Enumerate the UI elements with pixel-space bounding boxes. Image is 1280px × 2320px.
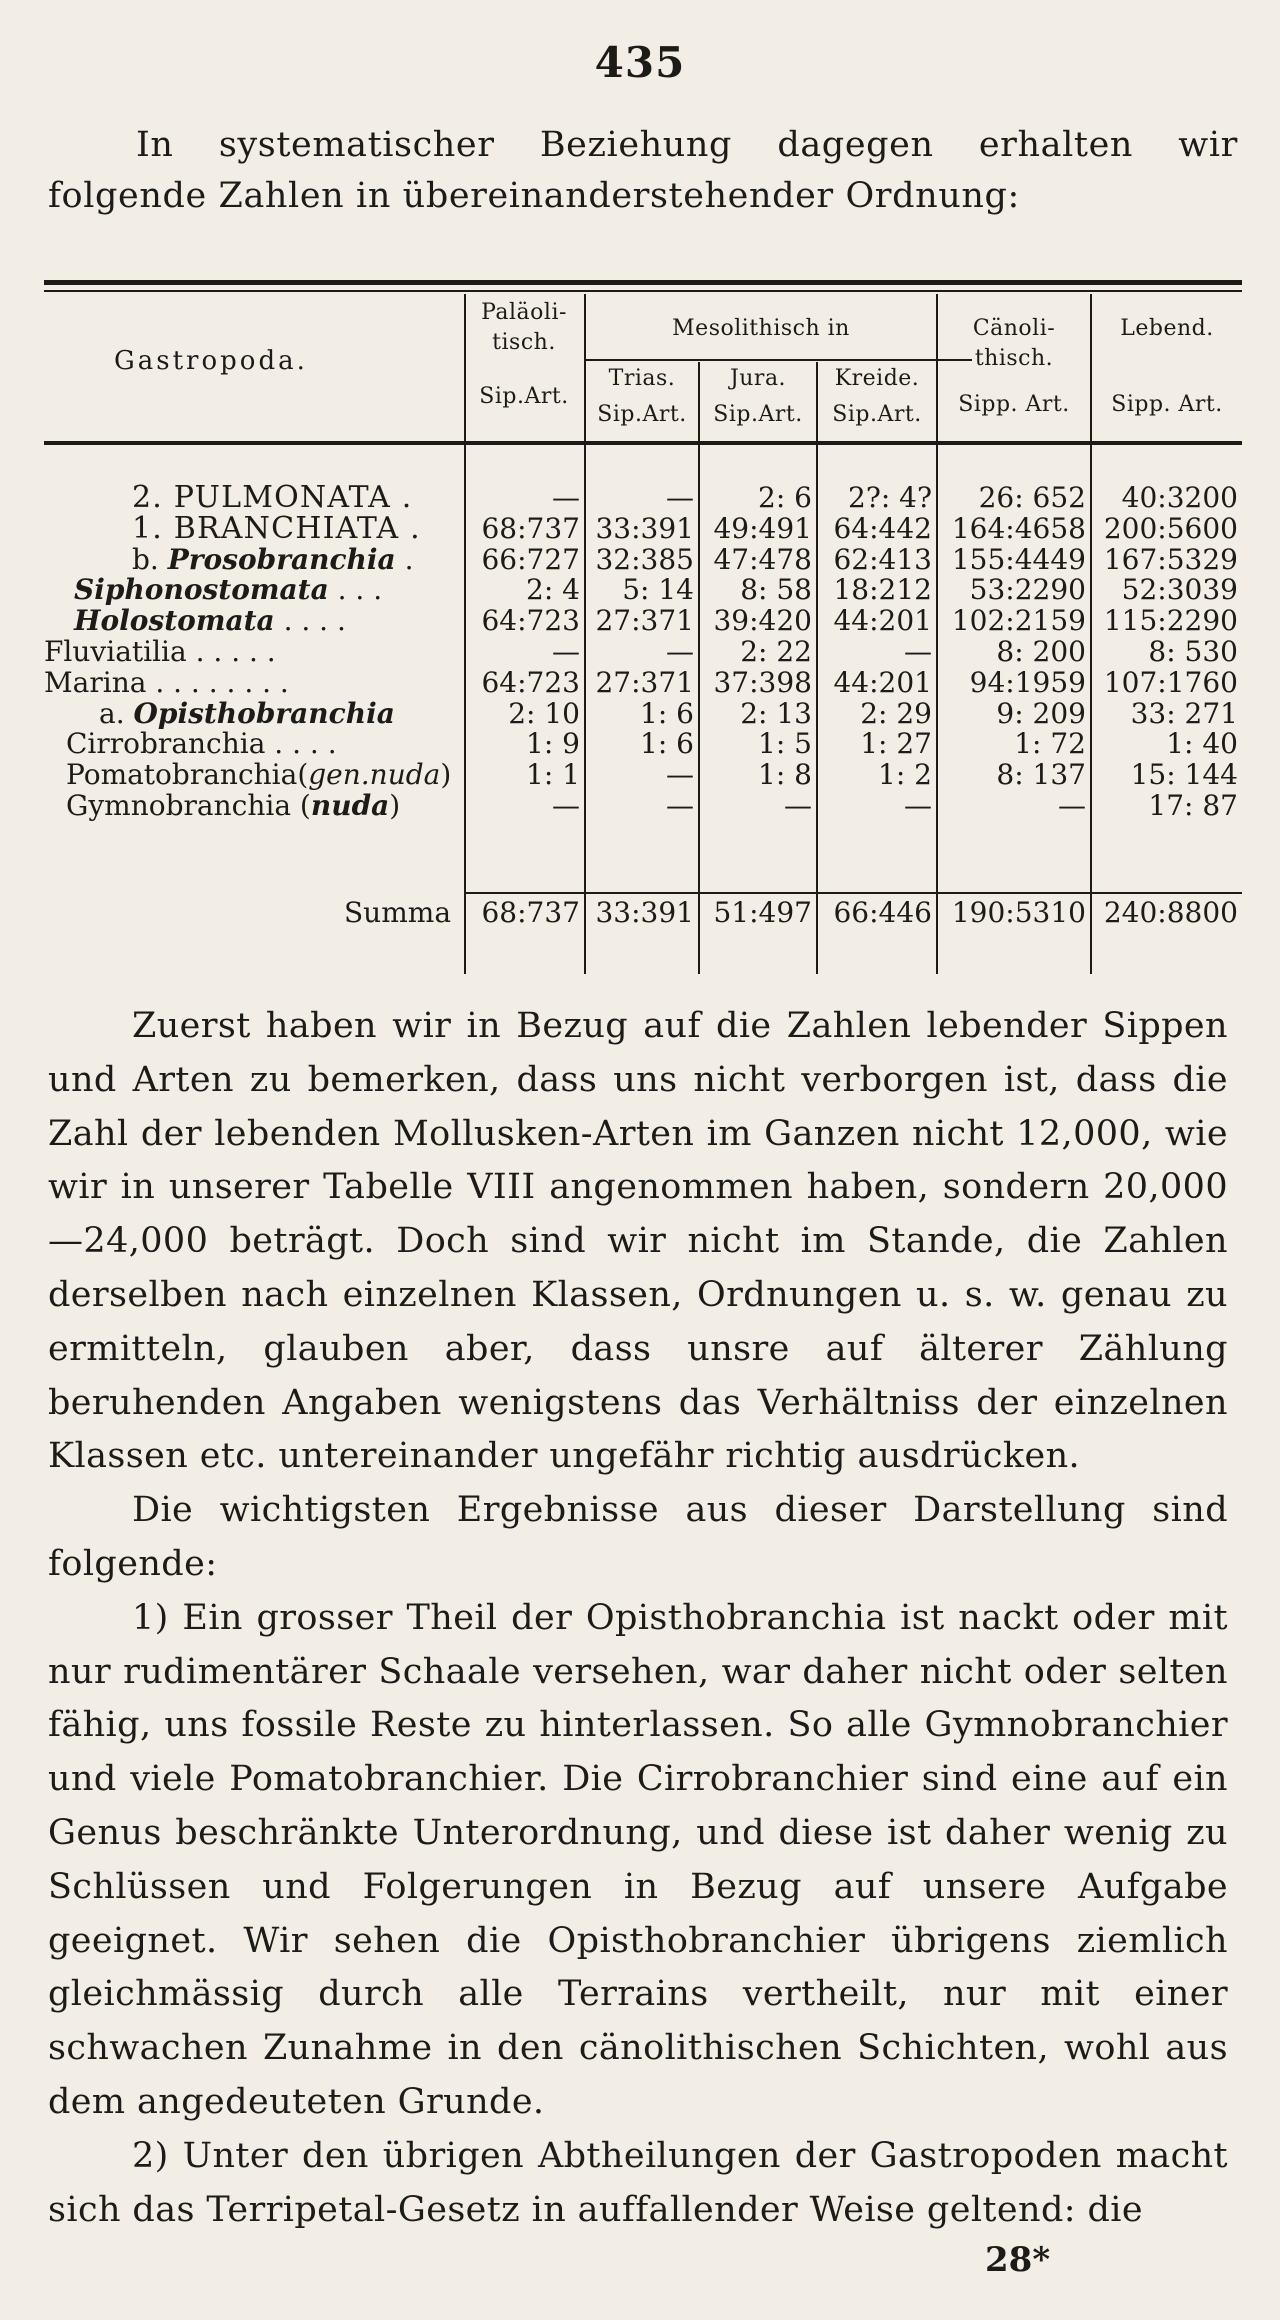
body-text [48,1000,1228,2237]
table-cell: 155:4449 [951,542,1086,576]
table-cell: — [904,788,932,822]
table-cell: 64:723 [481,604,580,638]
table-cell: 2: 22 [740,634,812,668]
table-cell: — [552,634,580,668]
table-cell: 62:413 [833,542,932,576]
table-cell: 40:3200 [1121,481,1238,514]
table-cell: 53:2290 [969,573,1086,607]
table-cell: 9: 209 [996,696,1086,730]
row-label: 2. PULMONATA . [132,480,413,515]
table-cell: — [666,634,694,668]
table-cell: 33: 271 [1130,696,1238,730]
table-cell: 44:201 [833,604,932,638]
table-cell: 1: 6 [640,696,694,730]
table-cell: — [904,634,932,668]
table-cell: — [1058,788,1086,822]
table-top-rule [44,280,1242,285]
paragraph: 1) Ein grosser Theil der Opisthobranchia ist nackt oder mit nur rudimentärer Schaale versehen, war daher nicht oder selten fähig, uns fossile Reste zu hinterlassen. So alle Gymnobranchier und viele Pomatobranchier. Die Cirrobranchier sind eine auf ein Genus beschränkte Unterordnung, und diese ist daher wenig zu Schlüssen und Folgerungen in Bezug auf unsere Aufgabe geeignet. Wir sehen die Opisthobranchier übrigens ziemlich gleichmässig durch alle Terrains vertheilt, nur mit einer schwachen Zunahme in den cänolithischen Schichten, wohl aus dem angedeuteten Grunde. [48,1597,1228,2122]
summa-cell: 190:5310 [951,896,1086,929]
table-cell: — [784,788,812,822]
table-cell: 102:2159 [951,604,1086,638]
table-cell: 32:385 [595,542,694,576]
table-cell: 1: 27 [860,727,932,761]
header-palaeolithic: Paläoli- tisch. Sip.Art. [479,300,569,409]
summa-cell: 66:446 [833,896,932,929]
table-cell: 2: 29 [860,696,932,730]
table-cell: 1: 2 [878,758,932,792]
table-cell: 39:420 [713,604,812,638]
row-label: Fluviatilia . . . . . [44,634,276,668]
table-top-rule-thin [44,290,1242,292]
row-label: Marina . . . . . . . . [44,665,289,699]
table-cell: 1: 9 [526,727,580,761]
table-cell: 27:371 [595,665,694,699]
table-cell: 94:1959 [969,665,1086,699]
table-cell: 5: 14 [622,573,694,607]
table-cell: 8: 530 [1148,634,1238,668]
table-cell: — [666,481,694,514]
table-cell: 33:391 [595,511,694,545]
header-trias: Trias. Sip.Art. [597,366,687,427]
table-cell: 1: 6 [640,727,694,761]
table-cell: 18:212 [833,573,932,607]
table-cell: 47:478 [713,542,812,576]
table-cell: 17: 87 [1148,788,1238,822]
row-label: b. Prosobranchia . [132,542,414,576]
table-cell: 2: 6 [758,481,812,514]
table-cell: 1: 1 [526,758,580,792]
summa-cell: 68:737 [481,896,580,929]
table-header-rule [44,441,1242,445]
table-cell: 68:737 [481,511,580,545]
table-cell: 2: 13 [740,696,812,730]
table-cell: 1: 40 [1166,727,1238,761]
table-cell: 64:442 [833,511,932,545]
table-cell: 26: 652 [978,481,1086,514]
summa-cell: 33:391 [595,896,694,929]
summa-cell: 240:8800 [1103,896,1238,929]
printer-signature: 28* [985,2240,1051,2280]
summa-cell: 51:497 [713,896,812,929]
paragraph: Zuerst haben wir in Bezug auf die Zahlen lebender Sippen und Arten zu bemerken, dass uns nicht verborgen ist, dass die Zahl der lebenden Mollusken-Arten im Ganzen nicht 12,000, wie wir in unserer Tabelle VIII angenommen haben, sondern 20,000 —24,000 beträgt. Doch sind wir nicht im Stande, die Zahlen derselben nach einzelnen Klassen, Ordnungen u. s. w. genau zu ermitteln, glauben aber, dass unsre auf älterer Zählung beruhenden Angaben wenigstens das Verhältniss der einzelnen Klassen etc. untereinander ungefähr richtig ausdrücken. [48,1006,1228,1477]
summa-label: Summa [344,896,452,929]
table-cell: — [552,788,580,822]
table-cell: 64:723 [481,665,580,699]
header-gastropoda: Gastropoda. [114,346,308,376]
table-cell: 107:1760 [1103,665,1238,699]
paragraph: Die wichtigsten Ergebnisse aus dieser Darstellung sind folgende: [48,1490,1228,1584]
mesolithic-subrule [586,359,972,361]
gastropoda-table [44,280,1242,980]
table-cell: 115:2290 [1103,604,1238,638]
table-cell: 8: 200 [996,634,1086,668]
intro-paragraph: In systematischer Beziehung dagegen erhalten wir folgende Zahlen in übereinanderstehender Ordnung: [48,125,1238,216]
table-cell: 1: 72 [1014,727,1086,761]
column-palaeolithic [466,483,580,822]
paragraph: 2) Unter den übrigen Abtheilungen der Gastropoden macht sich das Terripetal-Gesetz in auffallender Weise geltend: die [48,2135,1228,2230]
table-cell: 1: 8 [758,758,812,792]
column-lebend [1092,483,1238,822]
table-sum-rule [464,892,1242,894]
page-number: 435 [594,38,686,87]
table-cell: 164:4658 [951,511,1086,545]
table-cell: — [666,788,694,822]
table-cell: 15: 144 [1130,758,1238,792]
column-trias [586,483,694,822]
table-cell: 200:5600 [1103,511,1238,545]
table-cell: 2: 4 [526,573,580,607]
header-caenolithic: Cänoli- thisch. Sipp. Art. [958,316,1070,417]
table-cell: 167:5329 [1103,542,1238,576]
header-kreide: Kreide. Sip.Art. [832,366,922,427]
column-kreide [818,483,932,822]
column-caenolithic [938,483,1086,822]
table-cell: 8: 58 [740,573,812,607]
header-mesolithic: Mesolithisch in [672,316,850,341]
table-cell: 49:491 [713,511,812,545]
table-cell: 44:201 [833,665,932,699]
table-cell: 52:3039 [1121,573,1238,607]
header-lebend: Lebend. Sipp. Art. [1111,316,1223,417]
row-labels [44,480,452,822]
table-cell: 8: 137 [996,758,1086,792]
row-label: Siphonostomata . . . [74,573,383,607]
table-cell: — [666,758,694,792]
row-label: Holostomata . . . . [74,604,346,638]
row-label: Gymnobranchia (nuda) [66,788,401,822]
column-jura [700,483,812,822]
row-label: Pomatobranchia(gen.nuda) [66,758,452,792]
table-cell: — [552,481,580,514]
table-cell: 2: 10 [508,696,580,730]
row-label: Cirrobranchia . . . . [66,727,337,761]
row-label: 1. BRANCHIATA . [132,510,421,546]
table-cell: 37:398 [713,665,812,699]
table-cell: 27:371 [595,604,694,638]
table-cell: 1: 5 [758,727,812,761]
row-label: a. Opisthobranchia [99,696,395,730]
header-jura: Jura. Sip.Art. [713,366,803,427]
table-cell: 2?: 4? [848,481,932,514]
table-cell: 66:727 [481,542,580,576]
